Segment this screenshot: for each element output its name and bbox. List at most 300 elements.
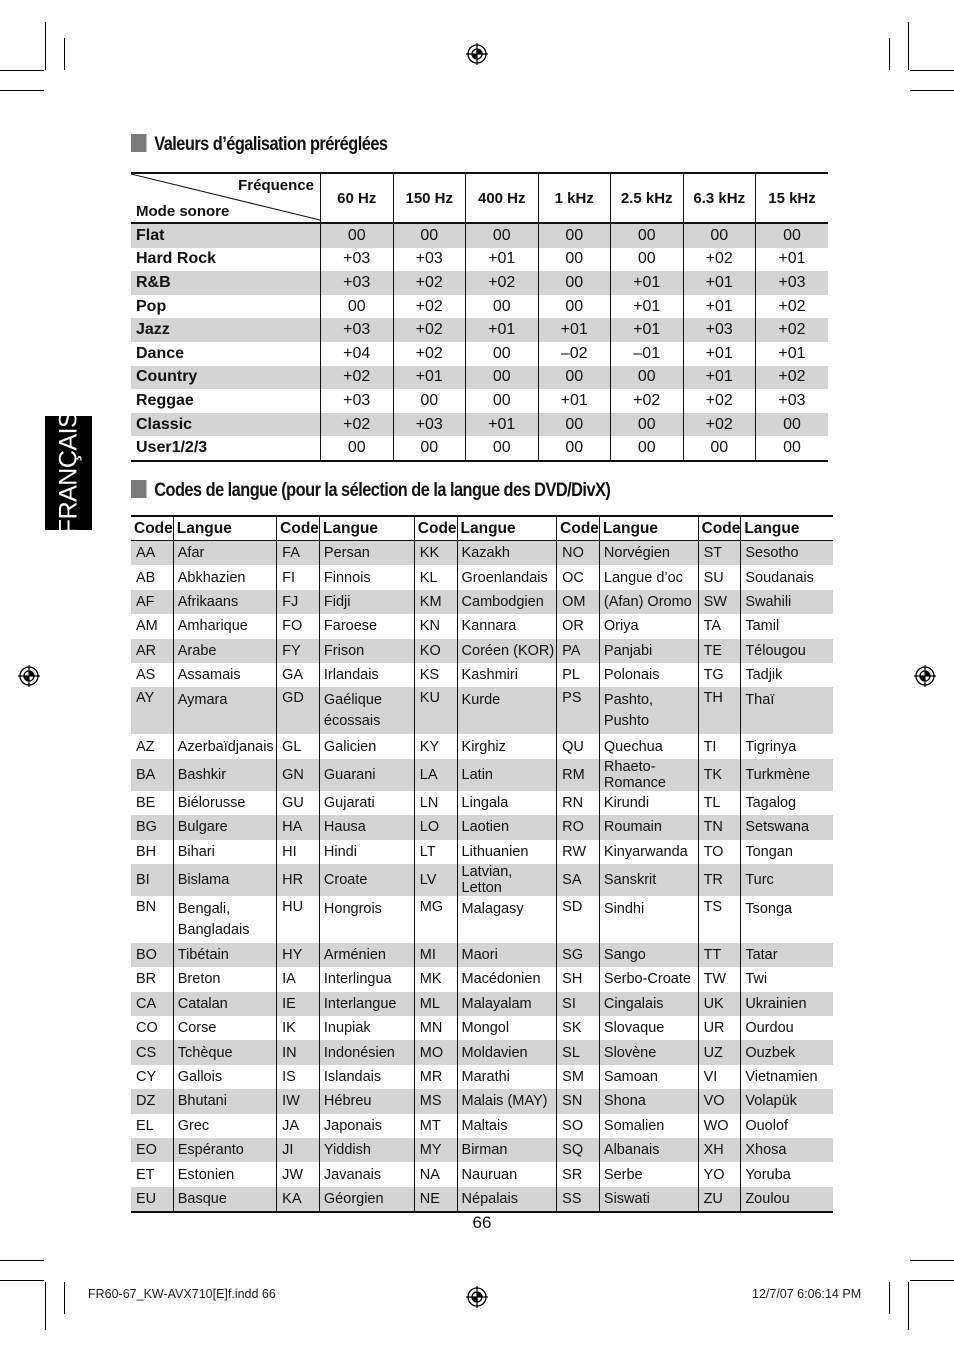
lang-name: Kurde [457, 687, 557, 734]
lang-code: KO [414, 639, 457, 663]
crop-mark [889, 1282, 890, 1314]
lang-name: Malayalam [457, 992, 557, 1016]
eq-value: 00 [538, 295, 611, 319]
eq-value: +02 [683, 389, 756, 413]
lang-name: Tatar [741, 943, 833, 967]
lang-code: KS [414, 663, 457, 687]
eq-value: 00 [756, 413, 829, 437]
lang-name: Breton [173, 967, 276, 991]
lang-code: SU [698, 565, 741, 589]
lang-name: Aymara [173, 687, 276, 734]
lang-name: Hindi [319, 840, 414, 864]
lang-name: Laotien [457, 815, 557, 839]
section-square-icon [131, 134, 146, 152]
lang-name: Panjabi [599, 639, 698, 663]
eq-value: 00 [393, 223, 466, 248]
lang-name: Gaélique écossais [319, 687, 414, 734]
side-tab-label: FRANÇAIS [54, 411, 82, 535]
lang-name: Roumain [599, 815, 698, 839]
lang-name: Swahili [741, 590, 833, 614]
lang-row [131, 1114, 833, 1138]
lang-row [131, 1187, 833, 1212]
eq-mode-name: Classic [131, 413, 321, 437]
eq-mode-name: Country [131, 366, 321, 390]
lang-name: Basque [173, 1187, 276, 1212]
eq-value: 00 [466, 366, 539, 390]
crop-mark [64, 1282, 65, 1314]
lang-name: Samoan [599, 1065, 698, 1089]
eq-mode-name: Hard Rock [136, 250, 217, 268]
lang-name: Oriya [599, 614, 698, 638]
lang-header-row [131, 516, 833, 541]
lang-name: Bashkir [173, 759, 276, 791]
lang-code: CO [136, 1020, 158, 1037]
lang-code: MY [414, 1138, 457, 1162]
lang-code: UZ [698, 1040, 741, 1064]
lang-code: IE [277, 992, 320, 1016]
freq-header: 2.5 kHz [611, 173, 684, 223]
lang-name: Hausa [319, 815, 414, 839]
lang-code: FI [277, 565, 320, 589]
eq-value: +01 [683, 342, 756, 366]
crop-mark [0, 1280, 44, 1281]
lang-row [131, 992, 833, 1016]
lang-name: Mongol [457, 1016, 557, 1040]
eq-value: 00 [611, 248, 684, 272]
lang-code: GU [277, 791, 320, 815]
lang-code: AS [136, 667, 156, 684]
lang-name: Afrikaans [173, 590, 276, 614]
freq-header: 6.3 kHz [683, 173, 756, 223]
eq-mode-name: Dance [136, 344, 185, 362]
lang-row [131, 967, 833, 991]
lang-code: SH [557, 967, 600, 991]
eq-value: +01 [611, 295, 684, 319]
eq-mode-name: Jazz [131, 318, 321, 342]
lang-code: WO [698, 1114, 741, 1138]
lang-code: ET [136, 1166, 155, 1183]
registration-mark-icon [466, 1286, 488, 1308]
lang-code: FJ [277, 590, 320, 614]
freq-header: 15 kHz [756, 173, 829, 223]
eq-value: 00 [683, 223, 756, 248]
lang-code: AB [136, 569, 156, 586]
lang-code: TS [698, 896, 741, 943]
lang-name: Malais (MAY) [457, 1089, 557, 1113]
lang-code: RM [557, 759, 600, 791]
lang-code: KY [414, 734, 457, 758]
lang-code: EL [136, 1117, 154, 1134]
lang-row [131, 590, 833, 614]
lang-code: BA [131, 759, 173, 791]
lang-code: NA [414, 1162, 457, 1186]
language-code-table [131, 515, 833, 1213]
crop-mark [910, 1280, 954, 1281]
lang-name: Malagasy [457, 896, 557, 943]
lang-code: CY [136, 1069, 157, 1086]
eq-value: +03 [321, 389, 394, 413]
lang-name: Faroese [319, 614, 414, 638]
lang-name: Moldavien [457, 1040, 557, 1064]
lang-name: Yiddish [319, 1138, 414, 1162]
lang-name: Guarani [319, 759, 414, 791]
lang-row [131, 1162, 833, 1186]
eq-value: +03 [756, 271, 829, 295]
lang-name: Japonais [319, 1114, 414, 1138]
lang-code-header: Code [414, 516, 457, 541]
lang-name: Cingalais [599, 992, 698, 1016]
eq-value: +02 [683, 248, 756, 272]
lang-name: Rhaeto-Romance [599, 759, 698, 791]
eq-corner-header [131, 173, 321, 223]
lang-code: LA [414, 759, 457, 791]
lang-name: Kashmiri [457, 663, 557, 687]
lang-name: Catalan [173, 992, 276, 1016]
lang-name: Pashto, Pushto [599, 687, 698, 734]
eq-row [131, 318, 828, 342]
freq-header: 150 Hz [393, 173, 466, 223]
lang-code: BO [131, 943, 173, 967]
lang-code: BG [131, 815, 173, 839]
lang-name: Hongrois [319, 896, 414, 943]
eq-value: +02 [321, 413, 394, 437]
eq-section-title: Valeurs d’égalisation préréglées [154, 134, 388, 155]
eq-row [131, 389, 828, 413]
lang-code: CA [131, 992, 173, 1016]
lang-code: KU [414, 687, 457, 734]
page-number: 66 [472, 1213, 492, 1232]
eq-value: 00 [321, 223, 394, 248]
crop-mark [45, 1282, 46, 1330]
lang-name: Somalien [599, 1114, 698, 1138]
lang-name: Xhosa [741, 1138, 833, 1162]
lang-code: HA [277, 815, 320, 839]
lang-name: Quechua [599, 734, 698, 758]
lang-name: Albanais [599, 1138, 698, 1162]
lang-name: Assamais [173, 663, 276, 687]
lang-code: FA [277, 541, 320, 566]
lang-name-header: Langue [741, 516, 833, 541]
eq-mode-name: Pop [136, 297, 167, 315]
lang-name: Kazakh [457, 541, 557, 566]
lang-name: Kannara [457, 614, 557, 638]
lang-code: AF [131, 590, 173, 614]
eq-mode-name: Flat [131, 223, 321, 248]
eq-value: +03 [393, 248, 466, 272]
lang-name: Norvégien [599, 541, 698, 566]
eq-row [131, 366, 828, 390]
lang-name: Bulgare [173, 815, 276, 839]
lang-name: Croate [319, 864, 414, 896]
language-side-tab [45, 411, 92, 535]
lang-row [131, 815, 833, 839]
lang-code: KN [414, 614, 457, 638]
lang-code: OC [557, 565, 600, 589]
eq-value: +01 [466, 248, 539, 272]
lang-code: SG [557, 943, 600, 967]
eq-value: +02 [756, 318, 829, 342]
lang-code: TA [698, 614, 741, 638]
eq-value: +01 [611, 271, 684, 295]
lang-name: Tagalog [741, 791, 833, 815]
lang-code: ML [414, 992, 457, 1016]
registration-mark-icon [466, 43, 488, 65]
lang-code: LV [414, 864, 457, 896]
lang-row [131, 759, 833, 791]
lang-code: MS [414, 1089, 457, 1113]
lang-name: Serbo-Croate [599, 967, 698, 991]
lang-name: Thaï [741, 687, 833, 734]
eq-value: +01 [538, 318, 611, 342]
lang-name: Slovaque [599, 1016, 698, 1040]
lang-code: AM [136, 618, 158, 635]
eq-value: +01 [756, 248, 829, 272]
eq-preset-table [131, 172, 828, 462]
lang-row [131, 1016, 833, 1040]
lang-code: FY [277, 639, 320, 663]
eq-row [131, 223, 828, 248]
lang-row [131, 639, 833, 663]
crop-mark [910, 90, 954, 91]
lang-name: Kinyarwanda [599, 840, 698, 864]
lang-name: Siswati [599, 1187, 698, 1212]
lang-name: Tadjik [741, 663, 833, 687]
lang-code: GN [277, 759, 320, 791]
lang-code: SS [557, 1187, 600, 1212]
crop-mark [889, 38, 890, 70]
lang-name: Finnois [319, 565, 414, 589]
lang-name: Amharique [173, 614, 276, 638]
eq-value: +01 [756, 342, 829, 366]
lang-code: BH [136, 843, 157, 860]
lang-name: Ukrainien [741, 992, 833, 1016]
lang-name: Grec [173, 1114, 276, 1138]
footer-file: FR60-67_KW-AVX710[E]f.indd 66 [88, 1287, 276, 1301]
eq-value: +02 [393, 318, 466, 342]
lang-name: Kirundi [599, 791, 698, 815]
crop-mark [908, 22, 909, 70]
lang-code: SN [557, 1089, 600, 1113]
eq-value: +01 [683, 295, 756, 319]
lang-code: HR [277, 864, 320, 896]
lang-code: GA [277, 663, 320, 687]
lang-code: IN [277, 1040, 320, 1064]
eq-value: 00 [538, 223, 611, 248]
eq-value: 00 [321, 295, 394, 319]
lang-code: SD [557, 896, 600, 943]
lang-code-header: Code [277, 516, 320, 541]
lang-code: TE [698, 639, 741, 663]
lang-code-header: Code [131, 516, 173, 541]
eq-value: +02 [466, 271, 539, 295]
lang-name: Interlingua [319, 967, 414, 991]
eq-value: +01 [466, 413, 539, 437]
section-square-icon [131, 480, 146, 498]
lang-name: Kirghiz [457, 734, 557, 758]
lang-code: MN [414, 1016, 457, 1040]
lang-code: JI [277, 1138, 320, 1162]
eq-value: 00 [611, 413, 684, 437]
eq-value: +01 [538, 389, 611, 413]
lang-code: CS [131, 1040, 173, 1064]
crop-mark [908, 1282, 909, 1330]
lang-name-header: Langue [173, 516, 276, 541]
freq-header: 1 kHz [538, 173, 611, 223]
lang-row [131, 541, 833, 566]
lang-code: AR [131, 639, 173, 663]
lang-code: AA [131, 541, 173, 566]
lang-code: BE [136, 794, 156, 811]
lang-code: PA [557, 639, 600, 663]
lang-code: KA [277, 1187, 320, 1212]
lang-code: DZ [131, 1089, 173, 1113]
lang-code: PS [557, 687, 600, 734]
eq-value: 00 [538, 248, 611, 272]
lang-name: Maltais [457, 1114, 557, 1138]
lang-row [131, 1138, 833, 1162]
lang-name: Zoulou [741, 1187, 833, 1212]
eq-value: 00 [538, 366, 611, 390]
lang-code: AZ [136, 738, 155, 755]
lang-code: NO [557, 541, 600, 566]
lang-name: Abkhazien [173, 565, 276, 589]
eq-row [131, 295, 828, 319]
lang-code-header: Code [698, 516, 741, 541]
eq-value: 00 [611, 436, 684, 461]
lang-row [131, 1089, 833, 1113]
lang-code: LT [414, 840, 457, 864]
lang-code: BI [131, 864, 173, 896]
lang-name: Shona [599, 1089, 698, 1113]
eq-table-body [131, 223, 828, 461]
crop-mark [64, 38, 65, 70]
lang-code: JW [277, 1162, 320, 1186]
lang-code: RO [557, 815, 600, 839]
header-mode: Mode sonore [136, 203, 230, 220]
lang-name: Ourdou [741, 1016, 833, 1040]
lang-code: SL [557, 1040, 600, 1064]
lang-code: JA [277, 1114, 320, 1138]
eq-row [131, 413, 828, 437]
lang-code: IW [277, 1089, 320, 1113]
lang-code: MR [414, 1065, 457, 1089]
eq-row [131, 342, 828, 366]
lang-name: Birman [457, 1138, 557, 1162]
lang-code: OR [557, 614, 600, 638]
eq-value: +01 [683, 271, 756, 295]
lang-name: Volapük [741, 1089, 833, 1113]
lang-code: HU [277, 896, 320, 943]
lang-row [131, 565, 833, 589]
lang-code: LO [414, 815, 457, 839]
lang-row [131, 1040, 833, 1064]
eq-value: +03 [321, 248, 394, 272]
lang-code: TN [698, 815, 741, 839]
lang-name: Biélorusse [173, 791, 276, 815]
lang-row [131, 864, 833, 896]
lang-code: NE [414, 1187, 457, 1212]
lang-code: VI [698, 1065, 741, 1089]
lang-code: MI [414, 943, 457, 967]
lang-code: UK [698, 992, 741, 1016]
lang-name: Yoruba [741, 1162, 833, 1186]
lang-name: Cambodgien [457, 590, 557, 614]
lang-name: Sesotho [741, 541, 833, 566]
eq-value: 00 [466, 389, 539, 413]
lang-name: Lingala [457, 791, 557, 815]
lang-code: TI [698, 734, 741, 758]
lang-code: TL [698, 791, 741, 815]
lang-code: BN [136, 898, 157, 915]
lang-code: KL [414, 565, 457, 589]
lang-code: TK [698, 759, 741, 791]
lang-code: XH [698, 1138, 741, 1162]
lang-code: TW [698, 967, 741, 991]
eq-value: 00 [393, 436, 466, 461]
lang-row [131, 1065, 833, 1089]
lang-row [131, 896, 833, 943]
eq-value: 00 [611, 223, 684, 248]
eq-value: +01 [683, 366, 756, 390]
lang-name: Serbe [599, 1162, 698, 1186]
lang-name: Corse [173, 1016, 276, 1040]
eq-value: +03 [756, 389, 829, 413]
lang-name: Vietnamien [741, 1065, 833, 1089]
lang-code: SI [557, 992, 600, 1016]
eq-row [131, 248, 828, 272]
lang-code: ZU [698, 1187, 741, 1212]
lang-code: SO [557, 1114, 600, 1138]
lang-code: HI [277, 840, 320, 864]
eq-value: 00 [756, 436, 829, 461]
eq-value: +03 [683, 318, 756, 342]
lang-name: Géorgien [319, 1187, 414, 1212]
lang-name-header: Langue [319, 516, 414, 541]
lang-code: GL [277, 734, 320, 758]
lang-code: OM [557, 590, 600, 614]
freq-header: 400 Hz [466, 173, 539, 223]
crop-mark [0, 70, 44, 71]
crop-mark [0, 90, 44, 91]
lang-code: QU [557, 734, 600, 758]
lang-name: Indonésien [319, 1040, 414, 1064]
lang-name: Sanskrit [599, 864, 698, 896]
eq-value: +02 [611, 389, 684, 413]
eq-mode-name: Reggae [136, 391, 194, 409]
lang-name: Lithuanien [457, 840, 557, 864]
lang-code: IS [277, 1065, 320, 1089]
lang-code: FO [277, 614, 320, 638]
lang-name: Frison [319, 639, 414, 663]
lang-name: Coréen (KOR) [457, 639, 557, 663]
lang-code: TO [698, 840, 741, 864]
lang-code: AY [131, 687, 173, 734]
registration-mark-icon [18, 665, 40, 687]
lang-name: Tsonga [741, 896, 833, 943]
lang-name: Turkmène [741, 759, 833, 791]
lang-code: RN [557, 791, 600, 815]
eq-value: +03 [321, 318, 394, 342]
lang-code: BR [136, 971, 157, 988]
footer-timestamp: 12/7/07 6:06:14 PM [752, 1287, 862, 1301]
freq-header: 60 Hz [321, 173, 394, 223]
eq-value: +02 [393, 295, 466, 319]
eq-value: +03 [321, 271, 394, 295]
lang-name: Arménien [319, 943, 414, 967]
lang-name: Setswana [741, 815, 833, 839]
lang-name: Inupiak [319, 1016, 414, 1040]
crop-mark [0, 1260, 44, 1261]
